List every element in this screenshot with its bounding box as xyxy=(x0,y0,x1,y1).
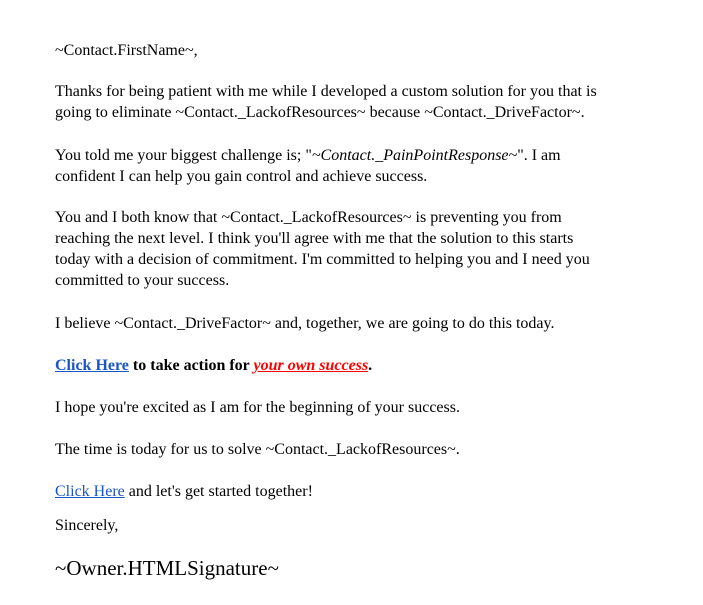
text: . xyxy=(368,357,373,374)
text: You told me your biggest challenge is; " xyxy=(55,147,312,164)
text-line: reaching the next level. I think you'll agree with me that the solution to this starts xyxy=(55,230,574,247)
paragraph-challenge xyxy=(55,145,561,187)
paragraph-commitment xyxy=(55,207,590,291)
click-here-link[interactable]: Click Here xyxy=(55,357,129,374)
text-line: today with a decision of commitment. I'm committed to helping you and I need you xyxy=(55,251,590,268)
greeting: ~Contact.FirstName~, xyxy=(55,42,198,59)
paragraph-belief: I believe ~Contact._DriveFactor~ and, together, we are going to do this today. xyxy=(55,315,555,332)
text: and let's get started together! xyxy=(124,483,313,500)
closing: Sincerely, xyxy=(55,517,119,534)
text: ". I am xyxy=(517,147,561,164)
click-here-link[interactable]: Click Here xyxy=(55,483,125,500)
paragraph-time: The time is today for us to solve ~Contact._LackofResources~. xyxy=(55,441,460,458)
text-line: confident I can help you gain control and achieve success. xyxy=(55,168,428,185)
call-to-action-secondary xyxy=(55,481,313,502)
text-line: going to eliminate ~Contact._LackofResources~ because ~Contact._DriveFactor~. xyxy=(55,104,585,121)
text-line: You and I both know that ~Contact._LackofResources~ is preventing you from xyxy=(55,209,562,226)
paragraph-intro xyxy=(55,81,597,123)
text-line: Thanks for being patient with me while I developed a custom solution for you that is xyxy=(55,83,597,100)
text: to take action for xyxy=(128,357,254,374)
text-line: committed to your success. xyxy=(55,272,230,289)
own-success-highlight: your own success xyxy=(253,357,369,374)
text-line xyxy=(55,145,561,166)
paragraph-excited: I hope you're excited as I am for the beginning of your success. xyxy=(55,399,460,416)
call-to-action-primary xyxy=(55,355,372,376)
signature: ~Owner.HTMLSignature~ xyxy=(55,556,279,580)
pain-point-placeholder: ~Contact._PainPointResponse~ xyxy=(311,147,518,164)
